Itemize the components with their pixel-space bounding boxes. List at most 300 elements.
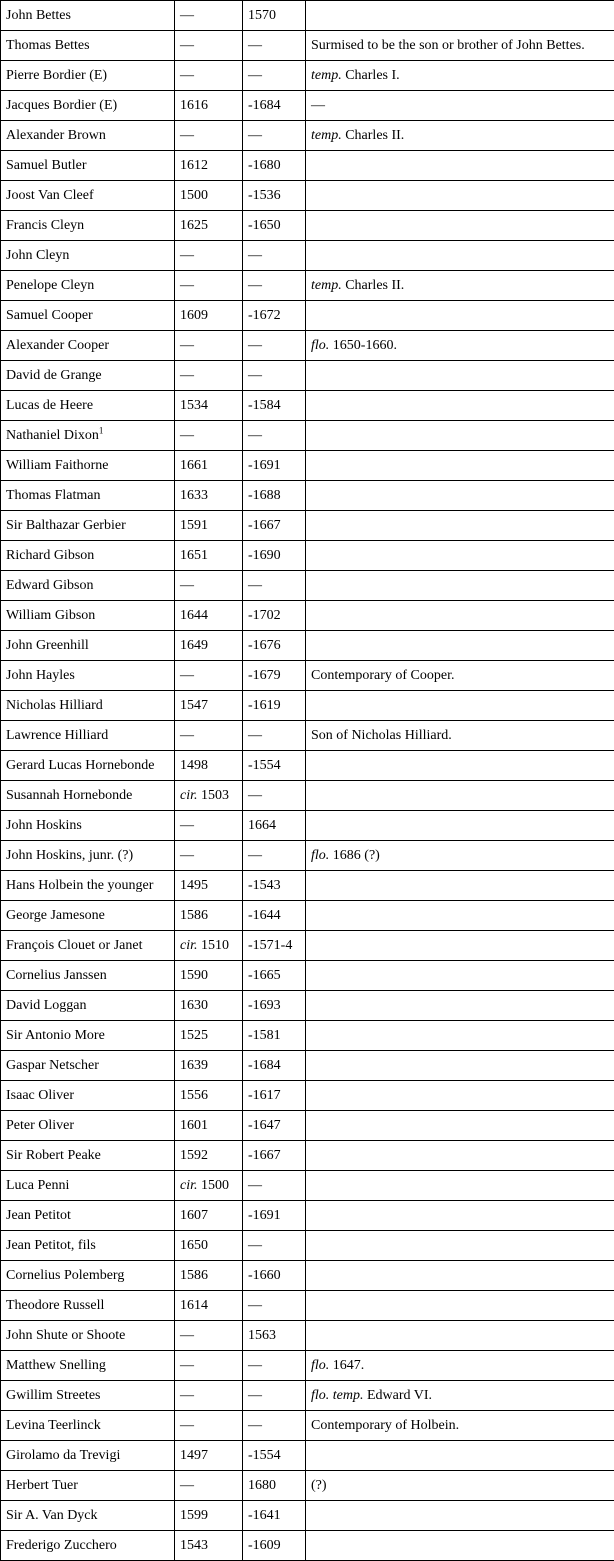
remarks-cell	[306, 751, 614, 781]
remarks-cell-text: Charles I.	[341, 67, 400, 83]
artist-name-cell-text: Gaspar Netscher	[6, 1057, 99, 1073]
remarks-cell-text: (?)	[311, 1477, 327, 1493]
table-row	[1, 1291, 614, 1321]
artist-name-cell-text: John Hayles	[6, 667, 75, 683]
artist-name-cell-text: Edward Gibson	[6, 577, 94, 593]
artist-name-cell-text: William Faithorne	[6, 457, 109, 473]
died-year-cell-text: -1672	[248, 307, 281, 323]
artist-name-cell	[1, 1531, 175, 1561]
artist-name-cell-text: William Gibson	[6, 607, 96, 623]
born-year-cell-text: 1525	[180, 1027, 208, 1043]
died-year-cell-text: 1570	[248, 7, 276, 23]
table-row	[1, 301, 614, 331]
table-row	[1, 1051, 614, 1081]
table-row	[1, 31, 614, 61]
remarks-cell	[306, 1531, 614, 1561]
artist-name-cell-text: Herbert Tuer	[6, 1477, 78, 1493]
born-year-cell-text: —	[180, 7, 194, 23]
artist-name-cell-text: John Cleyn	[6, 247, 70, 263]
table-row	[1, 841, 614, 871]
remarks-cell-qualifier: flo.	[311, 337, 330, 353]
born-year-cell-text: 1503	[197, 787, 229, 803]
artist-name-cell-text: Sir A. Van Dyck	[6, 1507, 98, 1523]
artist-name-cell-text: Sir Balthazar Gerbier	[6, 517, 126, 533]
died-year-cell	[243, 1171, 306, 1201]
remarks-cell	[306, 721, 614, 751]
died-year-cell-text: -1667	[248, 1147, 281, 1163]
artist-name-cell-text: Francis Cleyn	[6, 217, 85, 233]
artist-name-cell-text: Cornelius Janssen	[6, 967, 107, 983]
died-year-cell	[243, 91, 306, 121]
born-year-cell	[175, 1261, 243, 1291]
born-year-cell-text: —	[180, 367, 194, 383]
remarks-cell-text: Contemporary of Holbein.	[311, 1417, 460, 1433]
table-row	[1, 1231, 614, 1261]
died-year-cell	[243, 1021, 306, 1051]
born-year-cell-text: 1616	[180, 97, 208, 113]
remarks-cell	[306, 481, 614, 511]
died-year-cell-text: —	[248, 847, 262, 863]
artist-name-cell-text: David de Grange	[6, 367, 102, 383]
died-year-cell	[243, 31, 306, 61]
artist-name-cell-text: Jean Petitot	[6, 1207, 71, 1223]
artist-name-cell	[1, 211, 175, 241]
born-year-cell-text: 1609	[180, 307, 208, 323]
died-year-cell	[243, 361, 306, 391]
artist-name-cell-text: Sir Robert Peake	[6, 1147, 101, 1163]
table-row	[1, 691, 614, 721]
table-row	[1, 91, 614, 121]
born-year-cell-text: —	[180, 667, 194, 683]
remarks-cell-text: —	[311, 97, 325, 113]
born-year-cell-text: 1591	[180, 517, 208, 533]
artist-name-cell	[1, 301, 175, 331]
remarks-cell	[306, 91, 614, 121]
artist-name-cell	[1, 991, 175, 1021]
died-year-cell	[243, 61, 306, 91]
born-year-cell	[175, 571, 243, 601]
remarks-cell	[306, 1261, 614, 1291]
artist-name-cell-text: Peter Oliver	[6, 1117, 75, 1133]
born-year-cell	[175, 901, 243, 931]
table-row	[1, 871, 614, 901]
remarks-cell-text: Contemporary of Cooper.	[311, 667, 455, 683]
table-row	[1, 661, 614, 691]
died-year-cell	[243, 1291, 306, 1321]
died-year-cell	[243, 631, 306, 661]
remarks-cell	[306, 271, 614, 301]
died-year-cell-text: -1619	[248, 697, 281, 713]
remarks-cell	[306, 1051, 614, 1081]
artist-name-cell	[1, 1051, 175, 1081]
table-row	[1, 211, 614, 241]
table-row	[1, 751, 614, 781]
died-year-cell	[243, 1261, 306, 1291]
remarks-cell	[306, 151, 614, 181]
died-year-cell-text: —	[248, 577, 262, 593]
table-row	[1, 1471, 614, 1501]
died-year-cell-text: —	[248, 367, 262, 383]
died-year-cell	[243, 121, 306, 151]
born-year-cell-text: —	[180, 817, 194, 833]
born-year-cell-text: —	[180, 337, 194, 353]
artist-name-cell	[1, 1, 175, 31]
table-row	[1, 1441, 614, 1471]
died-year-cell-text: -1641	[248, 1507, 281, 1523]
died-year-cell	[243, 451, 306, 481]
died-year-cell-text: -1554	[248, 757, 281, 773]
artist-name-cell	[1, 811, 175, 841]
born-year-cell-text: 1601	[180, 1117, 208, 1133]
born-year-cell-qualifier: cir.	[180, 1177, 198, 1193]
died-year-cell-text: 1680	[248, 1477, 276, 1493]
artist-name-cell-text: Nathaniel Dixon	[6, 427, 99, 443]
born-year-cell	[175, 931, 243, 961]
born-year-cell-text: 1556	[180, 1087, 208, 1103]
artist-name-cell	[1, 691, 175, 721]
died-year-cell-text: —	[248, 1237, 262, 1253]
artist-name-cell	[1, 1381, 175, 1411]
born-year-cell	[175, 721, 243, 751]
remarks-cell	[306, 511, 614, 541]
remarks-cell-text: Charles II.	[341, 127, 405, 143]
artist-name-cell	[1, 121, 175, 151]
died-year-cell-text: -1680	[248, 157, 281, 173]
born-year-cell	[175, 1381, 243, 1411]
born-year-cell	[175, 691, 243, 721]
table-row	[1, 901, 614, 931]
died-year-cell	[243, 1321, 306, 1351]
artist-name-cell-text: Samuel Cooper	[6, 307, 93, 323]
remarks-cell	[306, 1381, 614, 1411]
remarks-cell	[306, 31, 614, 61]
died-year-cell-text: 1563	[248, 1327, 276, 1343]
artist-name-cell	[1, 181, 175, 211]
remarks-cell	[306, 691, 614, 721]
remarks-cell	[306, 361, 614, 391]
table-row	[1, 631, 614, 661]
born-year-cell	[175, 811, 243, 841]
remarks-cell	[306, 1231, 614, 1261]
table-row	[1, 241, 614, 271]
remarks-cell	[306, 1291, 614, 1321]
remarks-cell	[306, 1441, 614, 1471]
born-year-cell	[175, 301, 243, 331]
born-year-cell-text: 1592	[180, 1147, 208, 1163]
born-year-cell-text: —	[180, 847, 194, 863]
died-year-cell-text: -1667	[248, 517, 281, 533]
born-year-cell-text: 1500	[180, 187, 208, 203]
remarks-cell-qualifier: temp.	[311, 127, 342, 143]
born-year-cell-text: 1644	[180, 607, 208, 623]
died-year-cell	[243, 661, 306, 691]
born-year-cell-qualifier: cir.	[180, 787, 198, 803]
artist-name-cell	[1, 1261, 175, 1291]
table-row	[1, 1111, 614, 1141]
born-year-cell-text: 1651	[180, 547, 208, 563]
artist-name-cell-text: Cornelius Polemberg	[6, 1267, 125, 1283]
artist-name-cell	[1, 721, 175, 751]
born-year-cell-text: —	[180, 1417, 194, 1433]
table-row	[1, 481, 614, 511]
artist-name-cell-text: Penelope Cleyn	[6, 277, 95, 293]
remarks-cell-qualifier: temp.	[311, 277, 342, 293]
born-year-cell	[175, 31, 243, 61]
died-year-cell	[243, 1381, 306, 1411]
born-year-cell-text: —	[180, 1327, 194, 1343]
remarks-cell-qualifier: flo.	[311, 1357, 330, 1373]
born-year-cell-text: —	[180, 1357, 194, 1373]
died-year-cell	[243, 871, 306, 901]
died-year-cell	[243, 391, 306, 421]
born-year-cell	[175, 121, 243, 151]
remarks-cell	[306, 781, 614, 811]
born-year-cell-text: 1612	[180, 157, 208, 173]
artist-name-cell-text: Thomas Flatman	[6, 487, 101, 503]
died-year-cell-text: -1554	[248, 1447, 281, 1463]
died-year-cell-text: —	[248, 337, 262, 353]
died-year-cell	[243, 811, 306, 841]
table-body	[1, 1, 614, 1561]
died-year-cell	[243, 841, 306, 871]
remarks-cell	[306, 61, 614, 91]
born-year-cell	[175, 871, 243, 901]
table-row	[1, 1021, 614, 1051]
born-year-cell-text: 1586	[180, 1267, 208, 1283]
remarks-cell	[306, 1021, 614, 1051]
born-year-cell	[175, 1081, 243, 1111]
artist-name-cell-text: Alexander Cooper	[6, 337, 110, 353]
table-row	[1, 1531, 614, 1561]
born-year-cell	[175, 1291, 243, 1321]
born-year-cell	[175, 91, 243, 121]
remarks-cell	[306, 601, 614, 631]
born-year-cell	[175, 421, 243, 451]
remarks-cell-text: Charles II.	[341, 277, 405, 293]
artist-name-cell-text: Gerard Lucas Hornebonde	[6, 757, 155, 773]
died-year-cell-text: -1536	[248, 187, 281, 203]
artist-name-cell	[1, 1171, 175, 1201]
died-year-cell-text: -1691	[248, 1207, 281, 1223]
table-row	[1, 781, 614, 811]
artist-name-cell	[1, 1081, 175, 1111]
artist-name-cell	[1, 241, 175, 271]
born-year-cell-text: —	[180, 67, 194, 83]
born-year-cell-text: 1639	[180, 1057, 208, 1073]
died-year-cell	[243, 331, 306, 361]
artist-name-cell	[1, 841, 175, 871]
artist-name-cell-text: Matthew Snelling	[6, 1357, 106, 1373]
born-year-cell	[175, 211, 243, 241]
table-row	[1, 391, 614, 421]
born-year-cell	[175, 1471, 243, 1501]
died-year-cell	[243, 1081, 306, 1111]
remarks-cell	[306, 421, 614, 451]
table-row	[1, 511, 614, 541]
artist-name-cell-text: Samuel Butler	[6, 157, 87, 173]
artist-name-cell-text: John Hoskins, junr. (?)	[6, 847, 134, 863]
remarks-cell	[306, 391, 614, 421]
born-year-cell	[175, 1051, 243, 1081]
remarks-cell	[306, 901, 614, 931]
artist-name-cell	[1, 151, 175, 181]
artist-name-cell-text: Jacques Bordier (E)	[6, 97, 118, 113]
table-row	[1, 1411, 614, 1441]
born-year-cell-text: 1510	[197, 937, 229, 953]
remarks-cell-qualifier: flo. temp.	[311, 1387, 364, 1403]
born-year-cell	[175, 1111, 243, 1141]
table-row	[1, 991, 614, 1021]
artist-name-cell	[1, 361, 175, 391]
died-year-cell-text: —	[248, 787, 262, 803]
remarks-cell	[306, 121, 614, 151]
artist-name-cell	[1, 661, 175, 691]
born-year-cell-text: —	[180, 427, 194, 443]
artist-name-cell	[1, 331, 175, 361]
died-year-cell-text: -1609	[248, 1537, 281, 1553]
remarks-cell	[306, 241, 614, 271]
artist-name-cell	[1, 1201, 175, 1231]
table-row	[1, 271, 614, 301]
artist-name-cell	[1, 631, 175, 661]
died-year-cell	[243, 1231, 306, 1261]
born-year-cell	[175, 241, 243, 271]
artist-name-cell	[1, 871, 175, 901]
artist-name-cell	[1, 541, 175, 571]
died-year-cell-text: —	[248, 37, 262, 53]
table-row	[1, 961, 614, 991]
artist-name-cell-text: Susannah Hornebonde	[6, 787, 133, 803]
born-year-cell	[175, 1531, 243, 1561]
died-year-cell	[243, 181, 306, 211]
artist-name-cell-text: François Clouet or Janet	[6, 937, 143, 953]
died-year-cell	[243, 691, 306, 721]
artist-name-cell	[1, 271, 175, 301]
died-year-cell-text: —	[248, 727, 262, 743]
artist-name-cell-text: John Greenhill	[6, 637, 89, 653]
died-year-cell-text: -1647	[248, 1117, 281, 1133]
remarks-cell	[306, 1471, 614, 1501]
died-year-cell-text: —	[248, 1417, 262, 1433]
artist-name-cell	[1, 601, 175, 631]
born-year-cell-text: 1633	[180, 487, 208, 503]
artist-name-cell-text: Lawrence Hilliard	[6, 727, 109, 743]
born-year-cell	[175, 481, 243, 511]
born-year-cell	[175, 751, 243, 781]
remarks-cell-qualifier: flo.	[311, 847, 330, 863]
remarks-cell-qualifier: temp.	[311, 67, 342, 83]
table-row	[1, 1351, 614, 1381]
born-year-cell	[175, 1021, 243, 1051]
artist-name-cell	[1, 1321, 175, 1351]
died-year-cell	[243, 1501, 306, 1531]
artist-name-cell-text: Theodore Russell	[6, 1297, 105, 1313]
died-year-cell	[243, 241, 306, 271]
remarks-cell	[306, 961, 614, 991]
died-year-cell	[243, 1051, 306, 1081]
artist-name-cell	[1, 421, 175, 451]
died-year-cell-text: -1684	[248, 97, 281, 113]
died-year-cell	[243, 601, 306, 631]
artist-name-cell	[1, 91, 175, 121]
born-year-cell-text: —	[180, 277, 194, 293]
artist-name-cell-text: John Hoskins	[6, 817, 82, 833]
born-year-cell-text: 1649	[180, 637, 208, 653]
died-year-cell	[243, 1111, 306, 1141]
table-row	[1, 1501, 614, 1531]
artist-name-cell	[1, 511, 175, 541]
died-year-cell-text: -1581	[248, 1027, 281, 1043]
died-year-cell-text: -1688	[248, 487, 281, 503]
artist-name-cell-text: Nicholas Hilliard	[6, 697, 103, 713]
artist-name-cell	[1, 1441, 175, 1471]
artist-name-cell-text: David Loggan	[6, 997, 87, 1013]
died-year-cell	[243, 1351, 306, 1381]
born-year-cell	[175, 541, 243, 571]
born-year-cell	[175, 331, 243, 361]
died-year-cell-text: -1571-4	[248, 937, 293, 953]
artist-name-cell	[1, 901, 175, 931]
artist-name-cell	[1, 931, 175, 961]
died-year-cell	[243, 211, 306, 241]
born-year-cell-text: 1630	[180, 997, 208, 1013]
artist-name-cell	[1, 751, 175, 781]
remarks-cell	[306, 1411, 614, 1441]
artist-name-cell	[1, 1141, 175, 1171]
born-year-cell	[175, 1321, 243, 1351]
born-year-cell-text: 1607	[180, 1207, 208, 1223]
born-year-cell	[175, 661, 243, 691]
artist-name-cell-text: Gwillim Streetes	[6, 1387, 101, 1403]
died-year-cell-text: -1679	[248, 667, 281, 683]
artist-name-cell-text: John Bettes	[6, 7, 71, 23]
remarks-cell-text: 1686 (?)	[329, 847, 380, 863]
died-year-cell	[243, 991, 306, 1021]
born-year-cell-text: —	[180, 1477, 194, 1493]
remarks-cell	[306, 991, 614, 1021]
born-year-cell-text: 1497	[180, 1447, 208, 1463]
remarks-cell	[306, 1201, 614, 1231]
born-year-cell-text: 1498	[180, 757, 208, 773]
died-year-cell-text: 1664	[248, 817, 276, 833]
table-row	[1, 451, 614, 481]
born-year-cell-text: —	[180, 727, 194, 743]
remarks-cell-text: Son of Nicholas Hilliard.	[311, 727, 452, 743]
remarks-cell	[306, 331, 614, 361]
born-year-cell	[175, 1201, 243, 1231]
died-year-cell-text: -1693	[248, 997, 281, 1013]
artist-name-cell-text: Thomas Bettes	[6, 37, 90, 53]
born-year-cell	[175, 151, 243, 181]
table-row	[1, 811, 614, 841]
table-row	[1, 931, 614, 961]
died-year-cell-text: -1684	[248, 1057, 281, 1073]
artist-name-cell	[1, 61, 175, 91]
born-year-cell-text: 1661	[180, 457, 208, 473]
artist-name-cell-text: Isaac Oliver	[6, 1087, 75, 1103]
born-year-cell	[175, 781, 243, 811]
died-year-cell	[243, 1201, 306, 1231]
remarks-cell	[306, 871, 614, 901]
remarks-cell	[306, 631, 614, 661]
artist-name-cell-text: Levina Teerlinck	[6, 1417, 101, 1433]
died-year-cell	[243, 1411, 306, 1441]
died-year-cell	[243, 151, 306, 181]
died-year-cell	[243, 271, 306, 301]
artist-name-cell-text: Pierre Bordier (E)	[6, 67, 108, 83]
artist-name-cell	[1, 1291, 175, 1321]
table-row	[1, 1081, 614, 1111]
